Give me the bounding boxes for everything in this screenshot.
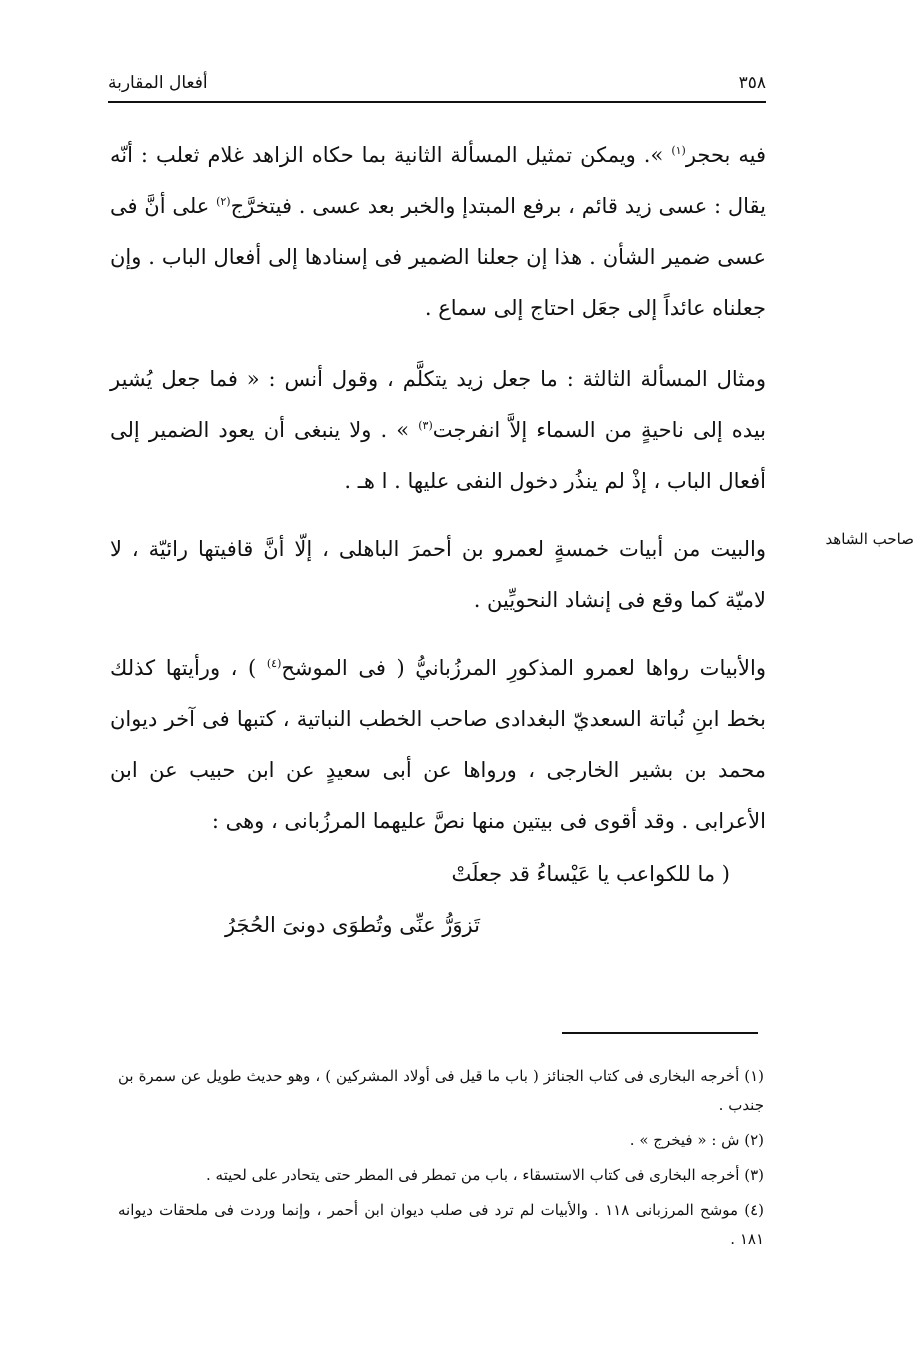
text-run: والأبيات رواها لعمرو المذكورِ المرزُبانيُّ ( فى الموشح xyxy=(281,656,766,680)
running-head xyxy=(108,66,766,100)
poem-verse xyxy=(110,849,766,951)
footnote-4: (٤) موشح المرزبانى ١١٨ . والأبيات لم ترد فى صلب ديوان ابن أحمر ، وإنما وردت فى ملحقات ديوانه ١٨١ . xyxy=(118,1201,764,1248)
footnote-rule xyxy=(562,1032,758,1034)
footnote-ref-1: (١) xyxy=(671,144,686,157)
section-title: أفعال المقاربة xyxy=(108,73,208,93)
footnote-ref-3: (٣) xyxy=(418,419,433,432)
text-run: » . ولا ينبغى أن يعود الضمير إلى أفعال الباب ، إذْ لم ينذُر دخول النفى عليها . ا هـ . xyxy=(110,418,766,493)
paragraph-4 xyxy=(110,643,766,847)
page-number: ٣٥٨ xyxy=(738,73,766,93)
footnotes xyxy=(118,1062,764,1260)
main-text xyxy=(110,130,766,951)
margin-note: صاحب الشاهد xyxy=(825,530,914,548)
text-run: ومثال المسألة الثالثة : ما جعل زيد يتكلَّم ، وقول أنس : « فما جعل يُشير بيده إلى ناحيةٍ من السماء إلاَّ انفرجت xyxy=(110,367,767,442)
paragraph-2 xyxy=(110,354,766,507)
text-run: على أنَّ فى عسى ضمير الشأن . هذا إن جعلنا الضمير فى إسنادها إلى أفعال الباب . وإن جعلناه عائداً إلى جعَل احتاج إلى سماع . xyxy=(110,194,766,320)
verse-line-2: تَزوَرُّ عنِّى وتُطوَى دونىَ الحُجَرُ xyxy=(224,913,480,937)
text-run: ) ، ورأيتها كذلك بخط ابنِ نُباتة السعديّ البغدادى صاحب الخطب النباتية ، كتبها فى آخر ديوان محمد بن بشير الخارجى ، ورواها عن أبى سعيدٍ عن ابن حبيب عن ابن الأعرابى . وقد أقوى فى بيتين منها نصَّ عليهما المرزُبانى ، وهى : xyxy=(110,656,766,833)
header-rule xyxy=(108,101,766,103)
text-run: فيه بحجر xyxy=(685,143,766,167)
text-run: ». ويمكن تمثيل المسألة الثانية بما حكاه الزاهد غلام ثعلب : أنّه يقال : عسى زيد قائم ، برفع المبتدإ والخبر بعد عسى . فيتخرَّج xyxy=(110,143,766,218)
footnote-1: (١) أخرجه البخارى فى كتاب الجنائز ( باب ما قيل فى أولاد المشركين ) ، وهو حديث طويل عن سمرة بن جندب . xyxy=(118,1067,764,1114)
paragraph-1 xyxy=(110,130,766,334)
verse-line-1: ( ما للكواعب يا عَيْساءُ قد جعلَتْ xyxy=(451,862,730,886)
footnote-3: (٣) أخرجه البخارى فى كتاب الاستسقاء ، باب من تمطر فى المطر حتى يتحادر على لحيته . xyxy=(205,1166,764,1184)
paragraph-3: والبيت من أبيات خمسةٍ لعمرو بن أحمرَ الباهلى ، إلّا أنَّ قافيتها رائيّة ، لا لاميّة كما وقع فى إنشاد النحويِّين . xyxy=(110,537,766,612)
footnote-2: (٢) ش : « فيخرج » . xyxy=(629,1131,764,1149)
footnote-ref-4: (٤) xyxy=(266,657,282,670)
footnote-ref-2: (٢) xyxy=(216,195,231,208)
